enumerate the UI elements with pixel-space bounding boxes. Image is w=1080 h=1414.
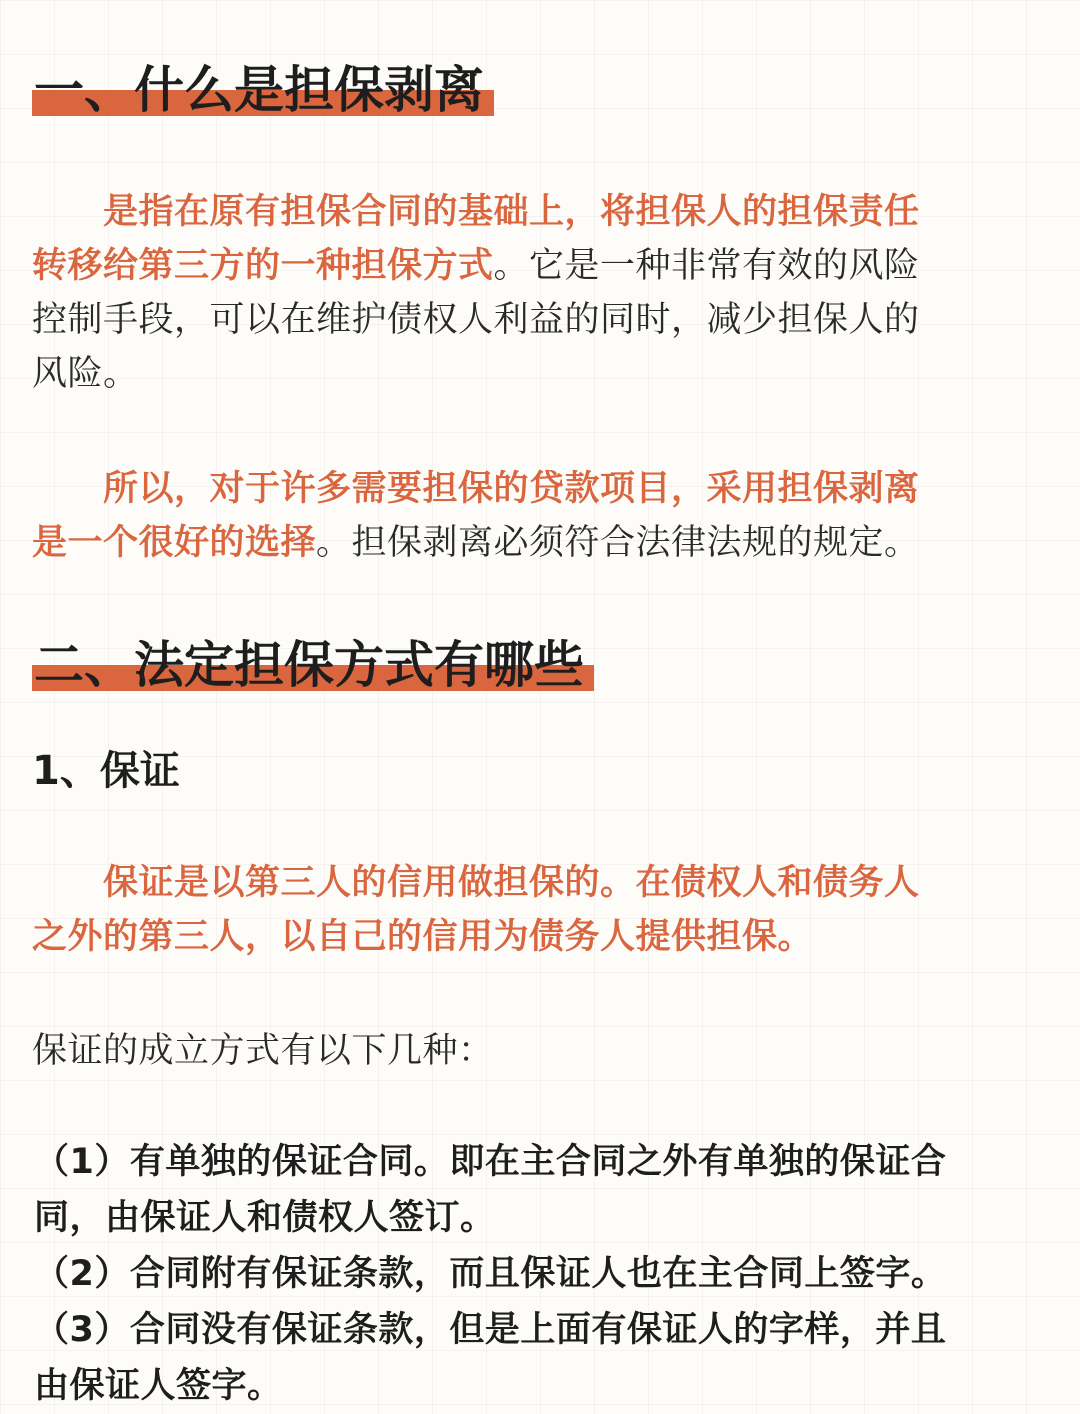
paragraph-line: 转移给第三方的一种担保方式。它是一种非常有效的风险: [32, 246, 920, 286]
paragraph-line: 是指在原有担保合同的基础上，将担保人的担保责任: [32, 192, 920, 232]
list-item-continued: 同，由保证人和债权人签订。: [34, 1198, 496, 1238]
section-heading-2-text: 二、法定担保方式有哪些: [34, 636, 584, 694]
paragraph-line: 保证的成立方式有以下几种：: [32, 1031, 494, 1071]
paragraph-line: 是一个很好的选择。担保剥离必须符合法律法规的规定。: [32, 523, 920, 563]
paragraph-line: 所以，对于许多需要担保的贷款项目，采用担保剥离: [32, 469, 920, 509]
paragraph-definition: [32, 185, 1032, 401]
paragraph-methods-intro: [32, 1024, 1032, 1078]
section-heading-1: [34, 60, 484, 120]
paragraph-conclusion: [32, 462, 1032, 570]
section-heading-1-text: 一、什么是担保剥离: [34, 61, 484, 119]
sub-heading-guarantee: 1、保证: [32, 748, 180, 794]
paragraph-line: 风险。: [32, 354, 139, 394]
section-heading-2: [34, 635, 584, 695]
list-item: （3）合同没有保证条款，但是上面有保证人的字样，并且: [34, 1310, 947, 1350]
paragraph-guarantee-definition: [32, 856, 1032, 964]
paragraph-line: 控制手段，可以在维护债权人利益的同时，减少担保人的: [32, 300, 920, 340]
list-item: （1）有单独的保证合同。即在主合同之外有单独的保证合: [34, 1142, 947, 1182]
methods-list: [34, 1134, 1034, 1414]
paragraph-line: 保证是以第三人的信用做担保的。在债权人和债务人: [32, 863, 920, 903]
list-item-continued: 由保证人签字。: [34, 1366, 283, 1406]
paragraph-line: 之外的第三人，以自己的信用为债务人提供担保。: [32, 917, 814, 957]
list-item: （2）合同附有保证条款，而且保证人也在主合同上签字。: [34, 1254, 947, 1294]
